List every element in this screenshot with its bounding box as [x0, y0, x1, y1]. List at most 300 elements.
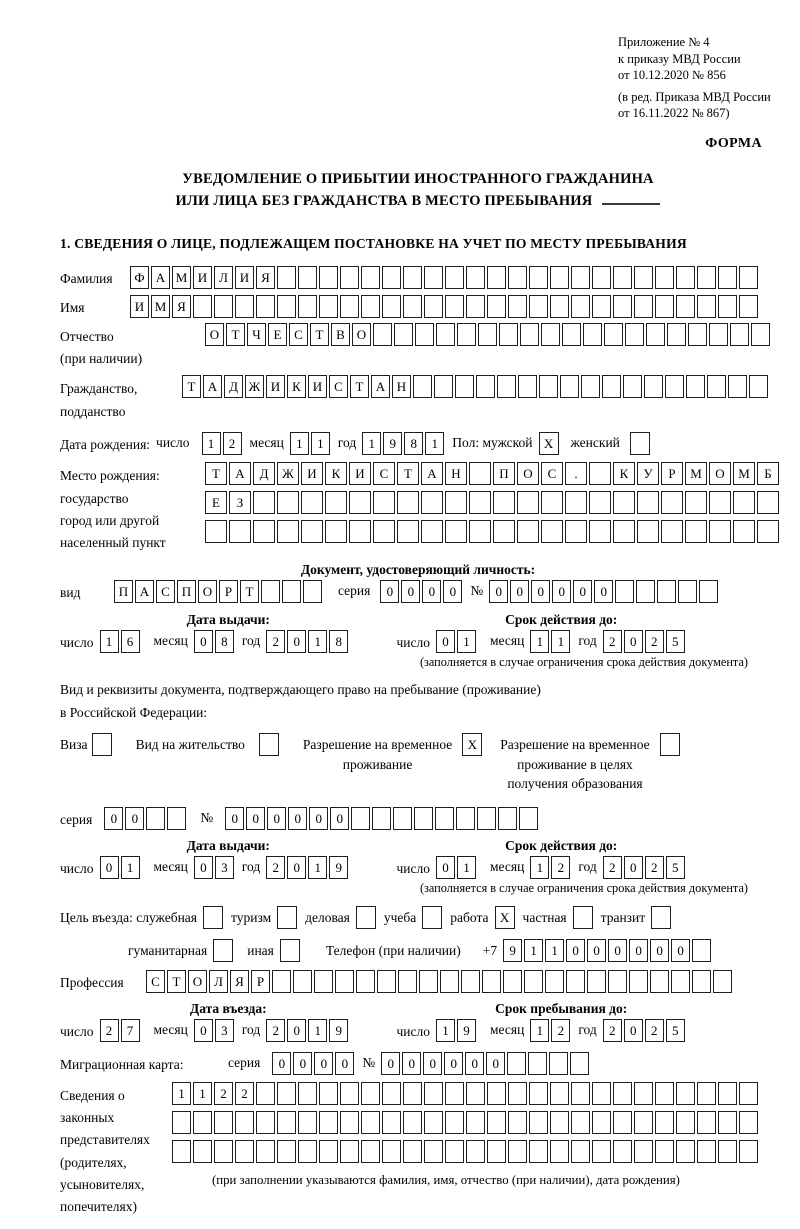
form-cell[interactable] [382, 266, 401, 289]
id-issue-month-cells[interactable] [194, 630, 236, 653]
form-cell[interactable] [434, 375, 453, 398]
study-checkbox[interactable] [422, 906, 444, 929]
form-cell[interactable]: 3 [215, 1019, 234, 1042]
form-cell[interactable]: И [349, 462, 371, 485]
form-cell[interactable] [685, 520, 707, 543]
form-cell[interactable]: М [733, 462, 755, 485]
form-cell[interactable] [630, 432, 650, 455]
form-cell[interactable] [571, 266, 590, 289]
form-cell[interactable] [697, 266, 716, 289]
form-cell[interactable]: 0 [650, 939, 669, 962]
form-cell[interactable] [709, 520, 731, 543]
form-cell[interactable] [435, 807, 454, 830]
form-cell[interactable]: 2 [266, 856, 285, 879]
form-cell[interactable] [739, 1140, 758, 1163]
form-cell[interactable]: Т [226, 323, 245, 346]
form-cell[interactable] [424, 1111, 443, 1134]
name-cells[interactable] [130, 295, 760, 318]
form-cell[interactable] [637, 520, 659, 543]
birth-month-cells[interactable] [290, 432, 332, 455]
form-cell[interactable] [466, 1082, 485, 1105]
form-cell[interactable]: К [613, 462, 635, 485]
form-cell[interactable] [749, 375, 768, 398]
form-cell[interactable]: М [151, 295, 170, 318]
form-cell[interactable] [651, 906, 671, 929]
form-cell[interactable] [340, 295, 359, 318]
form-cell[interactable]: Т [310, 323, 329, 346]
form-cell[interactable]: 1 [425, 432, 444, 455]
form-cell[interactable]: 0 [531, 580, 550, 603]
form-cell[interactable]: 2 [645, 1019, 664, 1042]
form-cell[interactable] [589, 462, 611, 485]
form-cell[interactable] [436, 323, 455, 346]
doc-series-cells[interactable] [380, 580, 464, 603]
form-cell[interactable]: 0 [293, 1052, 312, 1075]
form-cell[interactable]: 0 [465, 1052, 484, 1075]
form-cell[interactable] [403, 295, 422, 318]
form-cell[interactable] [550, 1140, 569, 1163]
form-cell[interactable] [382, 1140, 401, 1163]
form-cell[interactable] [319, 1111, 338, 1134]
form-cell[interactable] [256, 1111, 275, 1134]
form-cell[interactable] [282, 580, 301, 603]
form-cell[interactable] [445, 491, 467, 514]
form-cell[interactable]: 1 [551, 630, 570, 653]
form-cell[interactable] [757, 520, 779, 543]
form-cell[interactable] [298, 295, 317, 318]
form-cell[interactable] [394, 323, 413, 346]
form-cell[interactable] [319, 295, 338, 318]
form-cell[interactable]: 0 [624, 856, 643, 879]
form-cell[interactable] [456, 807, 475, 830]
form-cell[interactable] [625, 323, 644, 346]
form-cell[interactable] [277, 906, 297, 929]
form-cell[interactable] [565, 491, 587, 514]
humanitarian-checkbox[interactable] [213, 939, 235, 962]
form-cell[interactable] [253, 491, 275, 514]
form-cell[interactable] [613, 1140, 632, 1163]
form-cell[interactable]: Р [661, 462, 683, 485]
form-cell[interactable]: Д [224, 375, 243, 398]
form-cell[interactable] [529, 266, 548, 289]
form-cell[interactable] [676, 295, 695, 318]
form-cell[interactable] [214, 1111, 233, 1134]
form-cell[interactable]: 0 [629, 939, 648, 962]
form-cell[interactable] [634, 1082, 653, 1105]
representatives-cells-3[interactable] [172, 1140, 760, 1163]
form-cell[interactable]: 9 [503, 939, 522, 962]
form-cell[interactable] [589, 520, 611, 543]
form-cell[interactable] [608, 970, 627, 993]
form-cell[interactable] [340, 1082, 359, 1105]
entry-month-cells[interactable] [194, 1019, 236, 1042]
form-cell[interactable] [629, 970, 648, 993]
form-cell[interactable] [541, 491, 563, 514]
form-cell[interactable]: 2 [223, 432, 242, 455]
form-cell[interactable] [403, 266, 422, 289]
form-cell[interactable]: 8 [404, 432, 423, 455]
form-cell[interactable] [655, 295, 674, 318]
form-cell[interactable] [718, 1140, 737, 1163]
birthplace-cells-3[interactable] [205, 520, 781, 543]
permit-valid-year-cells[interactable] [603, 856, 687, 879]
form-cell[interactable] [487, 266, 506, 289]
form-cell[interactable] [709, 491, 731, 514]
form-cell[interactable] [261, 580, 280, 603]
form-cell[interactable] [613, 1111, 632, 1134]
form-cell[interactable]: Б [757, 462, 779, 485]
form-cell[interactable]: 0 [402, 1052, 421, 1075]
form-cell[interactable]: А [151, 266, 170, 289]
permit-number-cells[interactable] [225, 807, 540, 830]
form-cell[interactable] [713, 970, 732, 993]
other-checkbox[interactable] [280, 939, 302, 962]
residence-permit-checkbox[interactable] [259, 733, 281, 756]
form-cell[interactable] [550, 1111, 569, 1134]
form-cell[interactable] [520, 323, 539, 346]
form-cell[interactable]: 0 [194, 856, 213, 879]
form-cell[interactable] [661, 520, 683, 543]
form-cell[interactable]: М [172, 266, 191, 289]
form-cell[interactable]: У [637, 462, 659, 485]
form-cell[interactable] [461, 970, 480, 993]
form-cell[interactable] [697, 295, 716, 318]
form-cell[interactable]: Д [253, 462, 275, 485]
form-cell[interactable]: 3 [215, 856, 234, 879]
form-cell[interactable] [340, 1111, 359, 1134]
form-cell[interactable] [667, 323, 686, 346]
form-cell[interactable]: 2 [266, 630, 285, 653]
form-cell[interactable] [193, 1140, 212, 1163]
form-cell[interactable] [615, 580, 634, 603]
permit-valid-day-cells[interactable] [436, 856, 478, 879]
form-cell[interactable] [445, 1082, 464, 1105]
form-cell[interactable]: 0 [671, 939, 690, 962]
form-cell[interactable]: Ч [247, 323, 266, 346]
form-cell[interactable]: О [517, 462, 539, 485]
form-cell[interactable] [657, 580, 676, 603]
form-cell[interactable]: Я [230, 970, 249, 993]
form-cell[interactable] [757, 491, 779, 514]
form-cell[interactable]: 1 [457, 630, 476, 653]
form-cell[interactable] [571, 295, 590, 318]
form-cell[interactable] [466, 295, 485, 318]
form-cell[interactable]: 1 [436, 1019, 455, 1042]
form-cell[interactable] [340, 266, 359, 289]
form-cell[interactable]: К [287, 375, 306, 398]
form-cell[interactable] [469, 462, 491, 485]
form-cell[interactable] [570, 1052, 589, 1075]
form-cell[interactable]: О [188, 970, 207, 993]
form-cell[interactable] [571, 1111, 590, 1134]
form-cell[interactable] [665, 375, 684, 398]
form-cell[interactable]: С [289, 323, 308, 346]
form-cell[interactable]: 0 [573, 580, 592, 603]
form-cell[interactable] [301, 491, 323, 514]
form-cell[interactable] [739, 266, 758, 289]
form-cell[interactable] [541, 323, 560, 346]
form-cell[interactable] [728, 375, 747, 398]
form-cell[interactable]: А [421, 462, 443, 485]
form-cell[interactable]: С [146, 970, 165, 993]
form-cell[interactable]: 0 [287, 856, 306, 879]
form-cell[interactable] [487, 295, 506, 318]
form-cell[interactable]: 1 [290, 432, 309, 455]
form-cell[interactable] [517, 491, 539, 514]
permit-series-cells[interactable] [104, 807, 188, 830]
form-cell[interactable] [549, 1052, 568, 1075]
form-cell[interactable]: 7 [121, 1019, 140, 1042]
form-cell[interactable]: 0 [587, 939, 606, 962]
form-cell[interactable] [213, 939, 233, 962]
form-cell[interactable]: 0 [444, 1052, 463, 1075]
form-cell[interactable]: 0 [422, 580, 441, 603]
form-cell[interactable] [508, 266, 527, 289]
form-cell[interactable] [403, 1082, 422, 1105]
form-cell[interactable]: Е [205, 491, 227, 514]
form-cell[interactable] [256, 1082, 275, 1105]
form-cell[interactable] [524, 970, 543, 993]
form-cell[interactable] [507, 1052, 526, 1075]
form-cell[interactable] [697, 1082, 716, 1105]
form-cell[interactable]: X [462, 733, 482, 756]
form-cell[interactable]: С [156, 580, 175, 603]
form-cell[interactable] [319, 1082, 338, 1105]
form-cell[interactable] [655, 1111, 674, 1134]
form-cell[interactable] [440, 970, 459, 993]
form-cell[interactable] [172, 1111, 191, 1134]
surname-cells[interactable] [130, 266, 760, 289]
form-cell[interactable] [739, 1111, 758, 1134]
form-cell[interactable] [602, 375, 621, 398]
form-cell[interactable]: 1 [362, 432, 381, 455]
form-cell[interactable] [351, 807, 370, 830]
form-cell[interactable] [739, 295, 758, 318]
form-cell[interactable]: П [114, 580, 133, 603]
form-cell[interactable] [529, 1082, 548, 1105]
form-cell[interactable] [613, 491, 635, 514]
form-cell[interactable] [562, 323, 581, 346]
form-cell[interactable] [424, 1082, 443, 1105]
form-cell[interactable]: А [229, 462, 251, 485]
permit-valid-month-cells[interactable] [530, 856, 572, 879]
id-valid-day-cells[interactable] [436, 630, 478, 653]
form-cell[interactable] [529, 295, 548, 318]
form-cell[interactable] [676, 1082, 695, 1105]
form-cell[interactable] [508, 295, 527, 318]
form-cell[interactable]: 1 [524, 939, 543, 962]
form-cell[interactable] [508, 1140, 527, 1163]
form-cell[interactable] [566, 970, 585, 993]
form-cell[interactable] [356, 970, 375, 993]
form-cell[interactable]: 1 [530, 1019, 549, 1042]
form-cell[interactable] [697, 1111, 716, 1134]
form-cell[interactable] [613, 520, 635, 543]
form-cell[interactable] [445, 520, 467, 543]
form-cell[interactable] [466, 1111, 485, 1134]
form-cell[interactable] [382, 1111, 401, 1134]
form-cell[interactable]: 2 [214, 1082, 233, 1105]
form-cell[interactable]: 0 [309, 807, 328, 830]
form-cell[interactable] [256, 1140, 275, 1163]
form-cell[interactable] [676, 1111, 695, 1134]
form-cell[interactable] [277, 520, 299, 543]
form-cell[interactable] [172, 1140, 191, 1163]
form-cell[interactable]: 9 [329, 856, 348, 879]
form-cell[interactable] [193, 295, 212, 318]
form-cell[interactable] [466, 1140, 485, 1163]
form-cell[interactable]: 1 [100, 630, 119, 653]
form-cell[interactable]: 0 [330, 807, 349, 830]
citizenship-cells[interactable] [182, 375, 770, 398]
form-cell[interactable]: П [493, 462, 515, 485]
form-cell[interactable]: И [235, 266, 254, 289]
form-cell[interactable] [298, 1111, 317, 1134]
form-cell[interactable] [592, 1082, 611, 1105]
form-cell[interactable] [592, 1140, 611, 1163]
form-cell[interactable]: З [229, 491, 251, 514]
form-cell[interactable]: 1 [530, 856, 549, 879]
form-cell[interactable] [277, 1111, 296, 1134]
form-cell[interactable]: 1 [545, 939, 564, 962]
form-cell[interactable] [325, 491, 347, 514]
form-cell[interactable]: 0 [194, 630, 213, 653]
form-cell[interactable]: 0 [624, 1019, 643, 1042]
form-cell[interactable] [421, 491, 443, 514]
form-cell[interactable] [403, 1111, 422, 1134]
form-cell[interactable] [361, 266, 380, 289]
form-cell[interactable] [692, 939, 711, 962]
form-cell[interactable]: 0 [489, 580, 508, 603]
migr-series-cells[interactable] [272, 1052, 356, 1075]
phone-cells[interactable] [503, 939, 713, 962]
form-cell[interactable] [361, 295, 380, 318]
form-cell[interactable]: И [308, 375, 327, 398]
stay-month-cells[interactable] [530, 1019, 572, 1042]
form-cell[interactable] [529, 1140, 548, 1163]
form-cell[interactable] [214, 295, 233, 318]
form-cell[interactable]: 0 [100, 856, 119, 879]
form-cell[interactable]: 0 [436, 856, 455, 879]
form-cell[interactable]: 5 [666, 1019, 685, 1042]
form-cell[interactable]: А [371, 375, 390, 398]
form-cell[interactable]: 1 [308, 856, 327, 879]
form-cell[interactable] [587, 970, 606, 993]
form-cell[interactable] [445, 1111, 464, 1134]
form-cell[interactable] [528, 1052, 547, 1075]
form-cell[interactable]: 0 [267, 807, 286, 830]
form-cell[interactable]: 0 [287, 1019, 306, 1042]
form-cell[interactable] [277, 1140, 296, 1163]
form-cell[interactable]: 2 [551, 856, 570, 879]
form-cell[interactable]: 0 [608, 939, 627, 962]
form-cell[interactable] [733, 491, 755, 514]
form-cell[interactable]: И [266, 375, 285, 398]
form-cell[interactable]: Н [445, 462, 467, 485]
form-cell[interactable] [413, 375, 432, 398]
form-cell[interactable]: 1 [457, 856, 476, 879]
form-cell[interactable] [655, 266, 674, 289]
form-cell[interactable] [303, 580, 322, 603]
form-cell[interactable]: 2 [235, 1082, 254, 1105]
form-cell[interactable] [319, 1140, 338, 1163]
form-cell[interactable] [235, 295, 254, 318]
form-cell[interactable]: С [329, 375, 348, 398]
id-valid-year-cells[interactable] [603, 630, 687, 653]
form-cell[interactable] [550, 1082, 569, 1105]
form-cell[interactable] [445, 266, 464, 289]
form-cell[interactable] [277, 295, 296, 318]
form-cell[interactable] [661, 491, 683, 514]
form-cell[interactable]: 9 [457, 1019, 476, 1042]
form-cell[interactable] [697, 1140, 716, 1163]
visa-checkbox[interactable] [92, 733, 114, 756]
form-cell[interactable]: 2 [645, 856, 664, 879]
form-cell[interactable]: И [193, 266, 212, 289]
id-issue-day-cells[interactable] [100, 630, 142, 653]
form-cell[interactable] [565, 520, 587, 543]
form-cell[interactable] [545, 970, 564, 993]
permit-issue-day-cells[interactable] [100, 856, 142, 879]
form-cell[interactable] [634, 266, 653, 289]
form-cell[interactable]: С [541, 462, 563, 485]
form-cell[interactable] [623, 375, 642, 398]
form-cell[interactable] [699, 580, 718, 603]
form-cell[interactable] [493, 520, 515, 543]
form-cell[interactable] [349, 491, 371, 514]
form-cell[interactable]: 2 [603, 630, 622, 653]
form-cell[interactable]: 0 [287, 630, 306, 653]
permit-issue-year-cells[interactable] [266, 856, 350, 879]
form-cell[interactable]: 0 [125, 807, 144, 830]
form-cell[interactable] [319, 266, 338, 289]
form-cell[interactable]: А [203, 375, 222, 398]
profession-cells[interactable] [146, 970, 734, 993]
form-cell[interactable] [751, 323, 770, 346]
form-cell[interactable] [529, 1111, 548, 1134]
form-cell[interactable] [517, 520, 539, 543]
form-cell[interactable] [397, 491, 419, 514]
form-cell[interactable] [372, 807, 391, 830]
form-cell[interactable] [445, 295, 464, 318]
form-cell[interactable]: 1 [121, 856, 140, 879]
form-cell[interactable] [335, 970, 354, 993]
form-cell[interactable] [644, 375, 663, 398]
form-cell[interactable] [660, 733, 680, 756]
form-cell[interactable] [205, 520, 227, 543]
id-issue-year-cells[interactable] [266, 630, 350, 653]
doc-number-cells[interactable] [489, 580, 720, 603]
form-cell[interactable] [676, 266, 695, 289]
form-cell[interactable]: 1 [172, 1082, 191, 1105]
form-cell[interactable]: Л [209, 970, 228, 993]
form-cell[interactable] [229, 520, 251, 543]
stay-day-cells[interactable] [436, 1019, 478, 1042]
form-cell[interactable] [349, 520, 371, 543]
form-cell[interactable] [571, 1140, 590, 1163]
form-cell[interactable] [445, 1140, 464, 1163]
form-cell[interactable]: Т [350, 375, 369, 398]
form-cell[interactable]: Т [205, 462, 227, 485]
form-cell[interactable]: . [565, 462, 587, 485]
form-cell[interactable]: 0 [624, 630, 643, 653]
form-cell[interactable] [650, 970, 669, 993]
form-cell[interactable] [478, 323, 497, 346]
form-cell[interactable] [655, 1082, 674, 1105]
form-cell[interactable] [280, 939, 300, 962]
form-cell[interactable]: 2 [603, 856, 622, 879]
entry-day-cells[interactable] [100, 1019, 142, 1042]
